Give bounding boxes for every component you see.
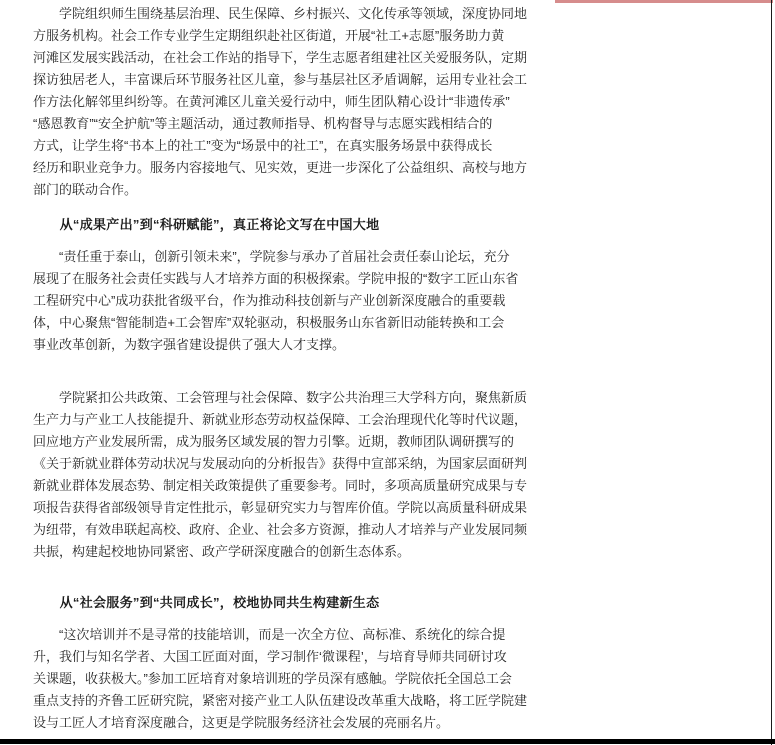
text-line: 为纽带，有效串联起高校、政府、企业、社会多方资源，推动人才培养与产业发展同频 [33,522,528,537]
paragraph-taishan-forum [33,246,538,356]
text-line: 项报告获得省部级领导肯定性批示，彰显研究实力与智库价值。学院以高质量科研成果 [33,500,528,515]
document-body [33,3,538,734]
text-line: “感恩教育”“安全护航”等主题活动，通过教师指导、机构督导与志愿实践相结合的 [33,116,493,131]
text-line: 升，我们与知名学者、大国工匠面对面，学习制作‘微课程’，与培育导师共同研讨攻 [33,649,507,664]
text-line: 关课题，收获极大。”参加工匠培育对象培训班的学员深有感触。学院依托全国总工会 [33,671,512,686]
text-line: 学院组织师生围绕基层治理、民生保障、乡村振兴、文化传承等领域，深度协同地 [33,6,528,21]
heading-research-empowerment [33,214,538,236]
text-line: 河滩区发展实践活动，在社会工作站的指导下，学生志愿者组建社区关爱服务队，定期 [33,50,528,65]
text-line: 方式，让学生将“书本上的社工”变为“场景中的社工”，在真实服务场景中获得成长 [33,138,493,153]
text-line: 生产力与产业工人技能提升、新就业形态劳动权益保障、工会治理现代化等时代议题， [33,412,528,427]
text-line: 回应地方产业发展所需，成为服务区域发展的智力引擎。近期，教师团队调研撰写的 [33,434,515,449]
heading-line: 从“成果产出”到“科研赋能”，真正将论文写在中国大地 [33,217,380,232]
bottom-black-bar [0,739,775,744]
text-line: 重点支持的齐鲁工匠研究院，紧密对接产业工人队伍建设改革重大战略，将工匠学院建 [33,693,528,708]
text-line: 共振，构建起校地协同紧密、政产学研深度融合的创新生态体系。 [33,544,411,559]
text-line: 方服务机构。社会工作专业学生定期组织赴社区街道，开展“社工+志愿”服务助力黄 [33,28,505,43]
top-red-line [555,0,773,3]
text-line: 工程研究中心”成功获批省级平台，作为推动科技创新与产业创新深度融合的重要载 [33,293,506,308]
text-line: 探访独居老人，丰富课后环节服务社区儿童，参与基层社区矛盾调解，运用专业社会工 [33,72,528,87]
text-line: 展现了在服务社会责任实践与人才培养方面的积极探索。学院申报的“数字工匠山东省 [33,271,519,286]
text-line: 部门的联动合作。 [33,182,138,197]
right-border-line [771,0,773,745]
text-line: 设与工匠人才培育深度融合，这更是学院服务经济社会发展的亮丽名片。 [33,715,450,730]
paragraph-craftsman-training [33,624,538,734]
paragraph-think-tank [33,387,538,563]
paragraph-community-service [33,3,538,201]
text-line: 体，中心聚焦“智能制造+工会智库”双轮驱动，积极服务山东省新旧动能转换和工会 [33,315,505,330]
text-line: 作方法化解邻里纠纷等。在黄河滩区儿童关爱行动中，师生团队精心设计“非遗传承” [33,94,510,109]
text-line: 学院紧扣公共政策、工会管理与社会保障、数字公共治理三大学科方向，聚焦新质 [33,390,528,405]
text-line: 新就业群体发展态势、制定相关政策提供了重要参考。同时，多项高质量研究成果与专 [33,478,528,493]
heading-line: 从“社会服务”到“共同成长”，校地协同共生构建新生态 [33,595,380,610]
heading-social-service-growth [33,592,538,614]
text-line: 事业改革创新，为数字强省建设提供了强大人才支撑。 [33,337,346,352]
text-line: 经历和职业竞争力。服务内容接地气、见实效，更进一步深化了公益组织、高校与地方 [33,160,528,175]
text-line: “这次培训并不是寻常的技能培训，而是一次全方位、高标准、系统化的综合提 [33,627,506,642]
text-line: “责任重于泰山，创新引领未来”，学院参与承办了首届社会责任泰山论坛，充分 [33,249,510,264]
text-line: 《关于新就业群体劳动状况与发展动向的分析报告》获得中宣部采纳，为国家层面研判 [33,456,528,471]
